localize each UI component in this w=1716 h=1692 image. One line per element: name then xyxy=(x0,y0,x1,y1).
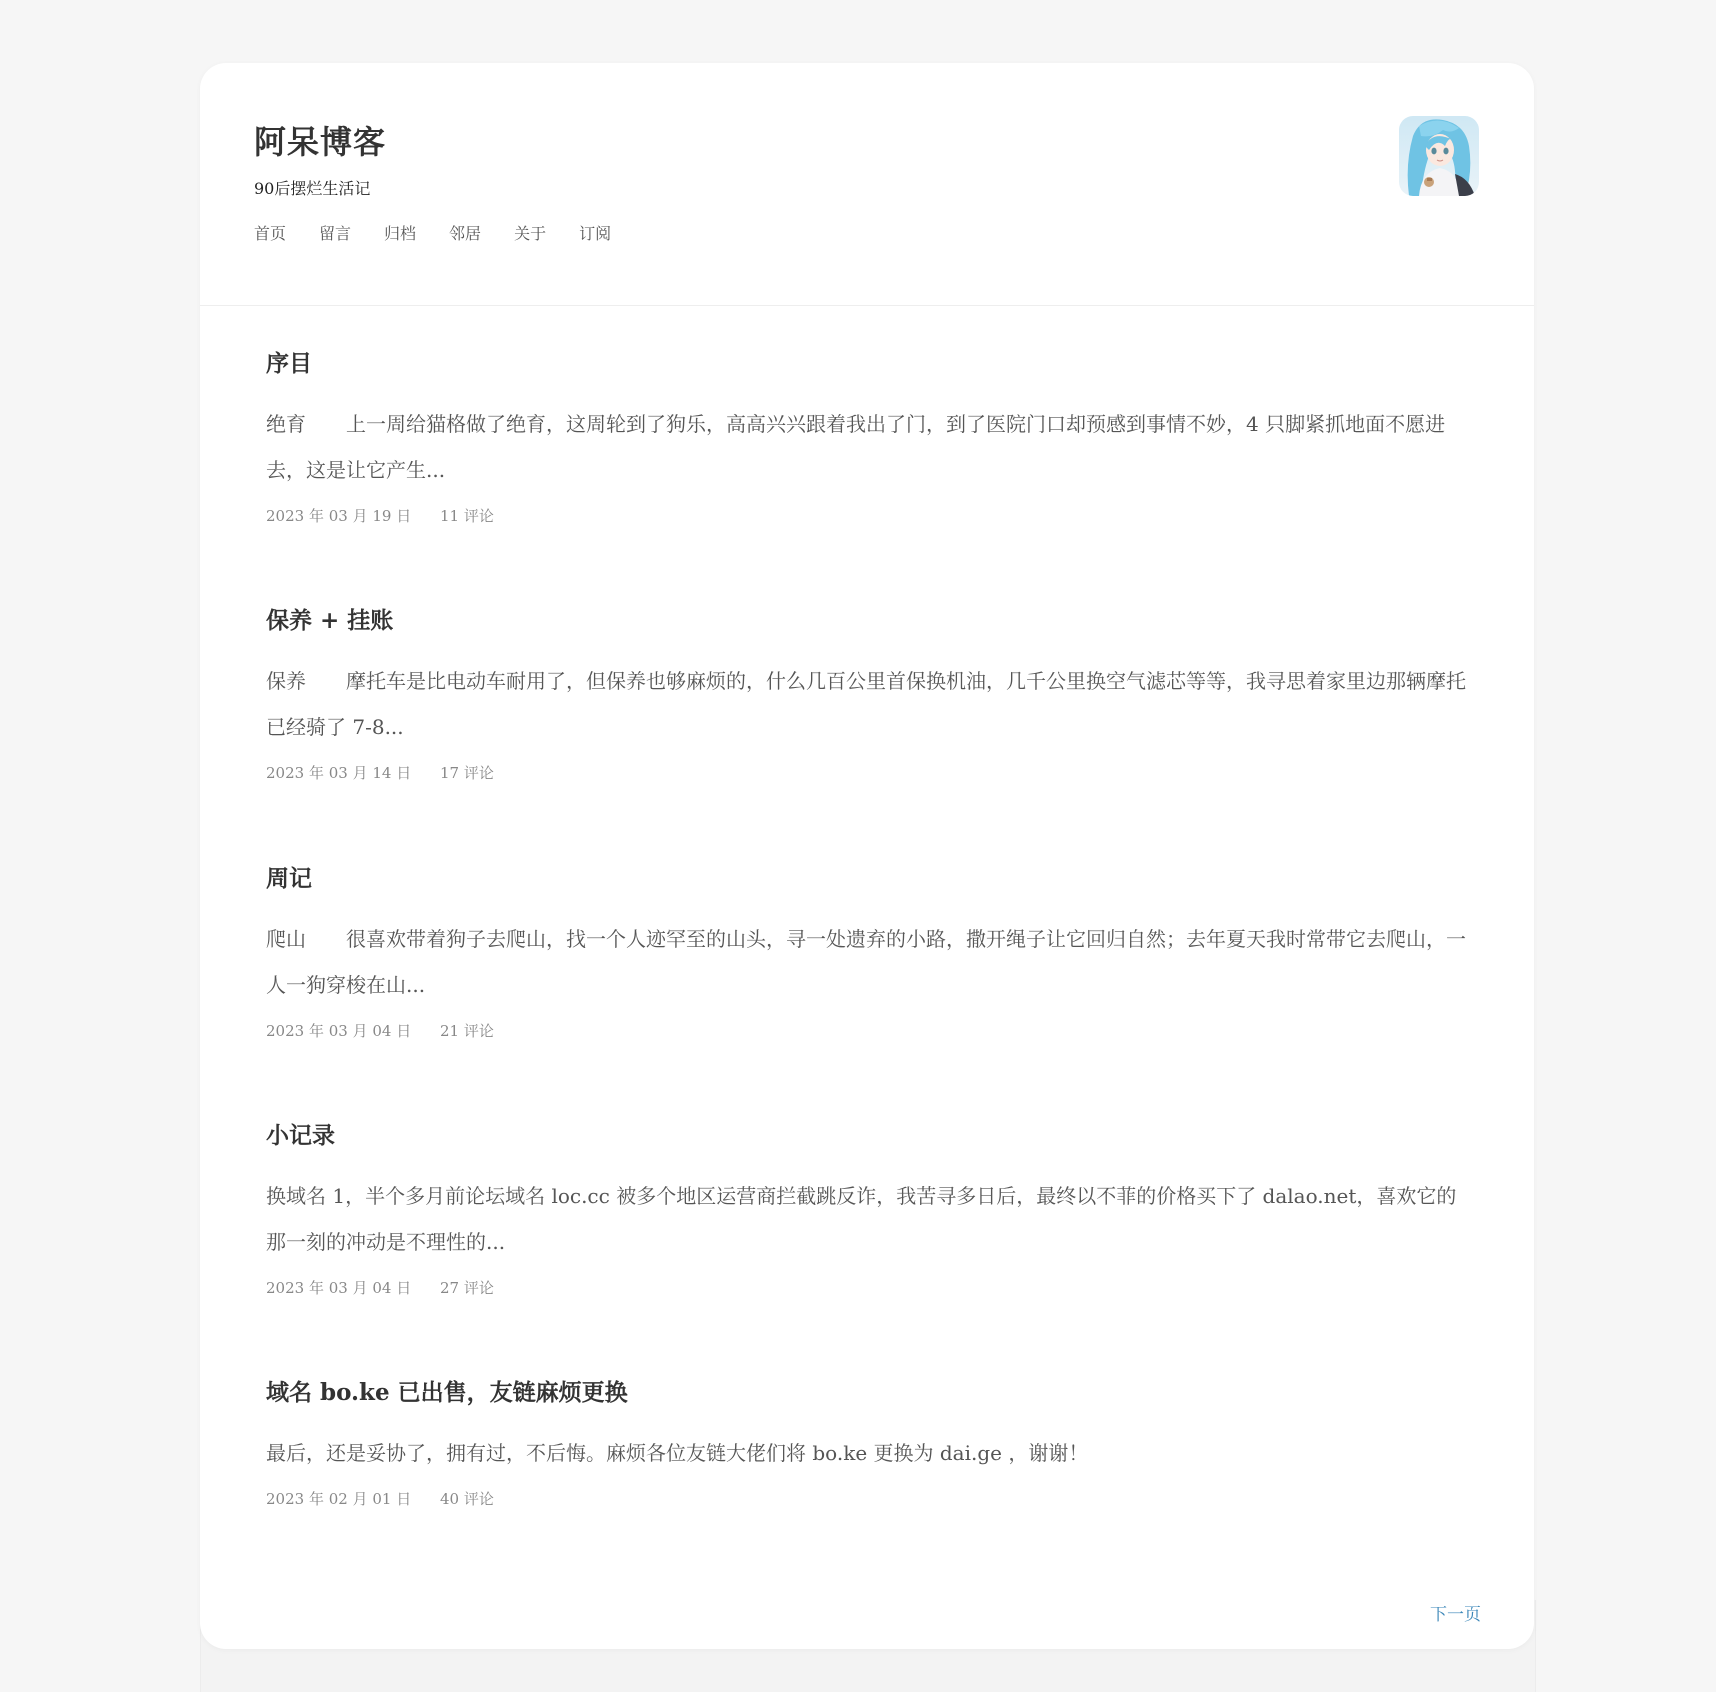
post-excerpt: 最后，还是妥协了，拥有过，不后悔。麻烦各位友链大佬们将 bo.ke 更换为 dai.ge ，谢谢！ xyxy=(266,1441,1089,1465)
nav-item-neighbors[interactable]: 邻居 xyxy=(449,224,482,243)
main-card xyxy=(200,63,1534,1649)
site-title[interactable]: 阿呆博客 xyxy=(254,123,387,161)
post-comments-link[interactable]: 40 评论 xyxy=(439,1490,494,1508)
nav-item-archive[interactable]: 归档 xyxy=(384,224,417,243)
post-comments-link[interactable]: 17 评论 xyxy=(439,764,494,782)
post-date: 2023 年 03 月 04 日 xyxy=(266,1279,412,1297)
site-header xyxy=(200,63,1534,306)
main-nav xyxy=(254,221,644,244)
post-item xyxy=(266,1121,1466,1298)
post-title[interactable]: 小记录 xyxy=(266,1122,335,1149)
site-subtitle: 90后摆烂生活记 xyxy=(254,179,371,198)
post-date: 2023 年 02 月 01 日 xyxy=(266,1490,412,1508)
post-item xyxy=(266,606,1466,783)
nav-item-home[interactable]: 首页 xyxy=(254,224,287,243)
post-date: 2023 年 03 月 19 日 xyxy=(266,507,412,525)
post-item xyxy=(266,349,1466,526)
post-meta xyxy=(266,505,1466,526)
post-title[interactable]: 域名 bo.ke 已出售，友链麻烦更换 xyxy=(266,1379,628,1406)
nav-item-subscribe[interactable]: 订阅 xyxy=(579,224,612,243)
post-title[interactable]: 保养 + 挂账 xyxy=(266,607,394,634)
post-excerpt: 绝育 上一周给猫格做了绝育，这周轮到了狗乐，高高兴兴跟着我出了门，到了医院门口却预感到事情不妙，4 只脚紧抓地面不愿进去，这是让它产生... xyxy=(266,412,1446,482)
post-comments-link[interactable]: 11 评论 xyxy=(439,507,494,525)
post-excerpt: 爬山 很喜欢带着狗子去爬山，找一个人迹罕至的山头，寻一处遗弃的小路，撒开绳子让它回归自然；去年夏天我时常带它去爬山，一人一狗穿梭在山... xyxy=(266,927,1466,997)
post-date: 2023 年 03 月 14 日 xyxy=(266,764,412,782)
anime-avatar-icon xyxy=(1399,116,1479,196)
next-page-link[interactable]: 下一页 xyxy=(1430,1605,1481,1625)
post-meta xyxy=(266,1277,1466,1298)
post-item xyxy=(266,864,1466,1041)
post-comments-link[interactable]: 21 评论 xyxy=(439,1022,494,1040)
post-meta xyxy=(266,1020,1466,1041)
post-item xyxy=(266,1378,1466,1509)
post-title[interactable]: 序目 xyxy=(266,350,312,377)
avatar[interactable] xyxy=(1399,116,1479,196)
post-meta xyxy=(266,1488,1466,1509)
nav-item-guestbook[interactable]: 留言 xyxy=(319,224,352,243)
post-date: 2023 年 03 月 04 日 xyxy=(266,1022,412,1040)
nav-item-about[interactable]: 关于 xyxy=(514,224,547,243)
post-excerpt: 保养 摩托车是比电动车耐用了，但保养也够麻烦的，什么几百公里首保换机油，几千公里换空气滤芯等等，我寻思着家里边那辆摩托已经骑了 7-8... xyxy=(266,669,1466,739)
post-excerpt: 换域名 1，半个多月前论坛域名 loc.cc 被多个地区运营商拦截跳反诈，我苦寻多日后，最终以不菲的价格买下了 dalao.net，喜欢它的那一刻的冲动是不理性的... xyxy=(266,1184,1457,1254)
post-meta xyxy=(266,762,1466,783)
post-title[interactable]: 周记 xyxy=(266,865,312,892)
post-comments-link[interactable]: 27 评论 xyxy=(439,1279,494,1297)
